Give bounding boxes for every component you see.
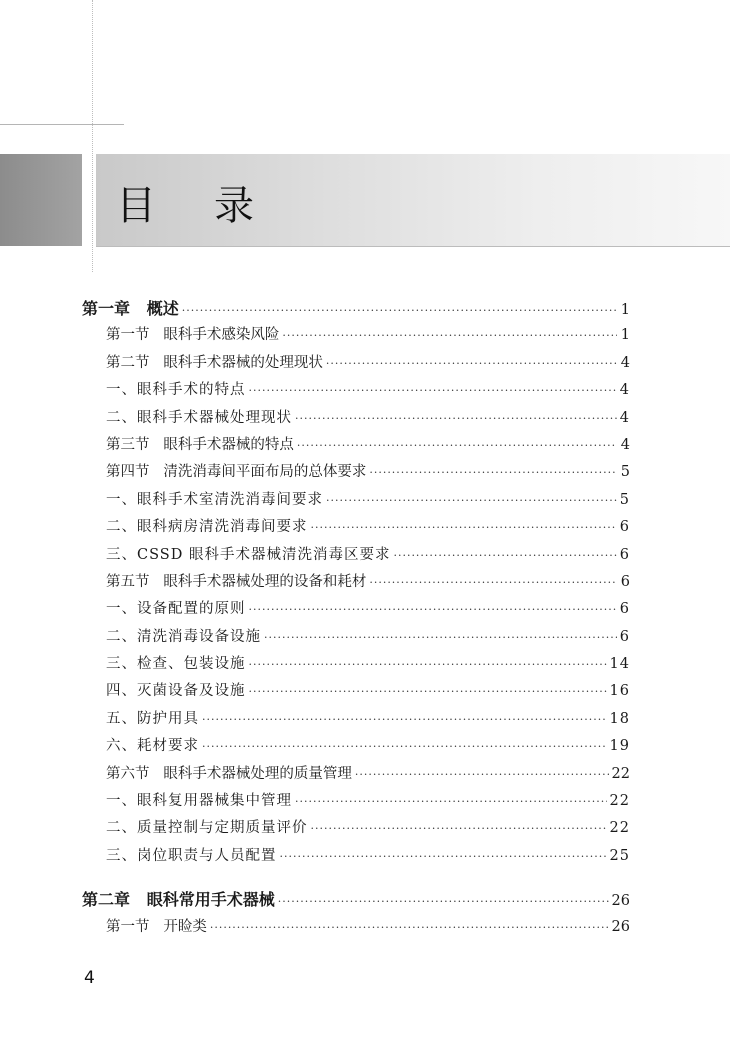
toc-spacer [130, 299, 147, 318]
toc-section-row[interactable] [82, 351, 630, 378]
toc-entry-number: 二、 [106, 409, 137, 426]
toc-entry-number: 第二节 [106, 354, 150, 371]
toc-entry-title: 质量控制与定期质量评价 [137, 820, 308, 837]
dot-leader [210, 921, 609, 934]
toc-entry-title: 防护用具 [137, 710, 199, 727]
toc-section-row[interactable] [82, 323, 630, 350]
toc-subsection-row[interactable] [82, 515, 630, 542]
toc-entry-number: 第五节 [106, 573, 150, 590]
toc-subsection-row[interactable] [82, 625, 630, 652]
toc-spacer [150, 437, 164, 453]
toc-entry-number: 第三节 [106, 436, 150, 453]
toc-entry-title: 眼科手术器械的特点 [163, 436, 294, 453]
toc-subsection-row[interactable] [82, 597, 630, 624]
dot-leader [311, 822, 607, 835]
dot-leader [249, 603, 617, 616]
dot-leader [280, 850, 607, 863]
toc-entry-title: 眼科常用手术器械 [146, 890, 275, 910]
toc-page-number: 6 [619, 519, 630, 536]
toc-subsection-row[interactable] [82, 844, 630, 871]
dot-leader [249, 384, 617, 397]
toc-subsection-row[interactable] [82, 679, 630, 706]
toc-page-number: 22 [609, 793, 630, 810]
toc-page-number: 6 [619, 628, 630, 645]
toc-entry-title: 耗材要求 [137, 738, 199, 755]
toc-page-number: 1 [620, 302, 630, 318]
toc-subsection-row[interactable] [82, 652, 630, 679]
dot-leader [282, 329, 617, 342]
toc-entry-number: 四、 [106, 683, 137, 700]
toc-entry-number: 第一章 [82, 299, 131, 318]
toc-section-row[interactable] [82, 433, 630, 460]
toc-spacer [150, 355, 164, 371]
toc-page-number: 6 [619, 601, 630, 618]
toc-chapter-row[interactable] [82, 296, 630, 323]
toc-entry-title: 眼科手术室清洗消毒间要求 [137, 491, 323, 508]
toc-entry-title: 眼科手术感染风险 [163, 327, 280, 344]
dot-leader [249, 658, 607, 671]
toc-page-number: 22 [609, 820, 630, 837]
toc-page-number: 4 [620, 436, 630, 453]
toc-entry-number: 一、 [106, 601, 137, 618]
dot-leader [326, 357, 617, 370]
toc-subsection-row[interactable] [82, 406, 630, 433]
toc-entry-number: 三、 [106, 546, 137, 563]
toc-entry-title: 岗位职责与人员配置 [137, 847, 277, 864]
toc-page-number: 18 [609, 710, 630, 727]
toc-subsection-row[interactable] [82, 488, 630, 515]
toc-chapter-row[interactable] [82, 887, 630, 914]
toc-entry-title: 眼科手术器械处理的质量管理 [163, 765, 352, 782]
decorative-dotted-line [92, 0, 93, 272]
dot-leader [295, 412, 617, 425]
toc-entry-number: 五、 [106, 710, 137, 727]
toc-page-number: 5 [620, 464, 630, 481]
toc-spacer [150, 766, 164, 782]
toc-section-row[interactable] [82, 570, 630, 597]
toc-spacer [150, 919, 164, 935]
toc-entry-number: 一、 [106, 382, 137, 399]
decorative-gray-block [0, 154, 82, 246]
toc-section-row[interactable] [82, 762, 630, 789]
toc-entry-title: 眼科手术器械处理的设备和耗材 [163, 573, 367, 590]
toc-section-row[interactable] [82, 460, 630, 487]
toc-entry-number: 第一节 [106, 327, 150, 344]
decorative-rule [0, 124, 124, 125]
toc-page-number: 26 [611, 918, 630, 935]
toc-entry-title: 眼科病房清洗消毒间要求 [137, 519, 308, 536]
dot-leader [295, 795, 607, 808]
toc-page-number: 4 [620, 354, 630, 371]
dot-leader [249, 685, 607, 698]
toc-entry-title: CSSD 眼科手术器械清洗消毒区要求 [137, 546, 391, 563]
toc-entry-number: 二、 [106, 628, 137, 645]
toc-page-number: 22 [611, 765, 630, 782]
dot-leader [355, 768, 609, 781]
toc-spacer [150, 327, 164, 343]
dot-leader [311, 521, 617, 534]
toc-page-number: 4 [619, 382, 630, 399]
toc-entry-number: 三、 [106, 656, 137, 673]
toc-subsection-row[interactable] [82, 378, 630, 405]
toc-subsection-row[interactable] [82, 816, 630, 843]
toc-page-number: 14 [609, 656, 630, 673]
dot-leader [182, 304, 617, 317]
dot-leader [264, 631, 617, 644]
dot-leader [278, 895, 609, 908]
toc-subsection-row[interactable] [82, 734, 630, 761]
toc-entry-title: 检查、包装设施 [137, 656, 246, 673]
toc-page-number: 26 [611, 893, 630, 910]
toc-entry-title: 开睑类 [163, 918, 207, 935]
toc-page-number: 16 [609, 683, 630, 700]
page-title: 目录 [116, 183, 312, 229]
toc-entry-number: 二、 [106, 519, 137, 536]
toc-entry-number: 第六节 [106, 765, 150, 782]
toc-subsection-row[interactable] [82, 789, 630, 816]
dot-leader [202, 740, 607, 753]
dot-leader [326, 494, 617, 507]
toc-entry-title: 清洗消毒间平面布局的总体要求 [163, 464, 367, 481]
toc-entry-title: 概述 [146, 299, 179, 318]
toc-entry-number: 一、 [106, 793, 137, 810]
toc-entry-number: 第一节 [106, 918, 150, 935]
table-of-contents [82, 296, 630, 942]
toc-entry-number: 第二章 [82, 890, 131, 910]
dot-leader [369, 576, 617, 589]
toc-entry-title: 眼科手术器械的处理现状 [163, 354, 323, 371]
dot-leader [202, 713, 607, 726]
toc-entry-number: 第四节 [106, 464, 150, 481]
toc-page-number: 19 [609, 738, 630, 755]
toc-entry-number: 三、 [106, 847, 137, 864]
dot-leader [393, 549, 616, 562]
toc-entry-title: 眼科手术的特点 [137, 382, 246, 399]
toc-entry-title: 灭菌设备及设施 [137, 683, 246, 700]
toc-subsection-row[interactable] [82, 707, 630, 734]
toc-entry-title: 眼科复用器械集中管理 [137, 793, 292, 810]
page-number: 4 [84, 968, 95, 988]
toc-page-number: 1 [620, 327, 630, 344]
toc-page-number: 5 [619, 491, 630, 508]
toc-spacer [150, 464, 164, 480]
toc-spacer [130, 890, 147, 909]
toc-entry-title: 设备配置的原则 [137, 601, 246, 618]
toc-page-number: 25 [609, 847, 630, 864]
toc-page-number: 4 [619, 409, 630, 426]
toc-entry-title: 眼科手术器械处理现状 [137, 409, 292, 426]
toc-entry-number: 一、 [106, 491, 137, 508]
dot-leader [297, 439, 617, 452]
toc-entry-title: 清洗消毒设备设施 [137, 628, 261, 645]
dot-leader [369, 466, 617, 479]
toc-entry-number: 二、 [106, 820, 137, 837]
toc-page-number: 6 [619, 546, 630, 563]
toc-entry-number: 六、 [106, 738, 137, 755]
toc-spacer [150, 574, 164, 590]
toc-section-row[interactable] [82, 915, 630, 942]
toc-subsection-row[interactable] [82, 543, 630, 570]
toc-page-number: 6 [620, 573, 630, 590]
